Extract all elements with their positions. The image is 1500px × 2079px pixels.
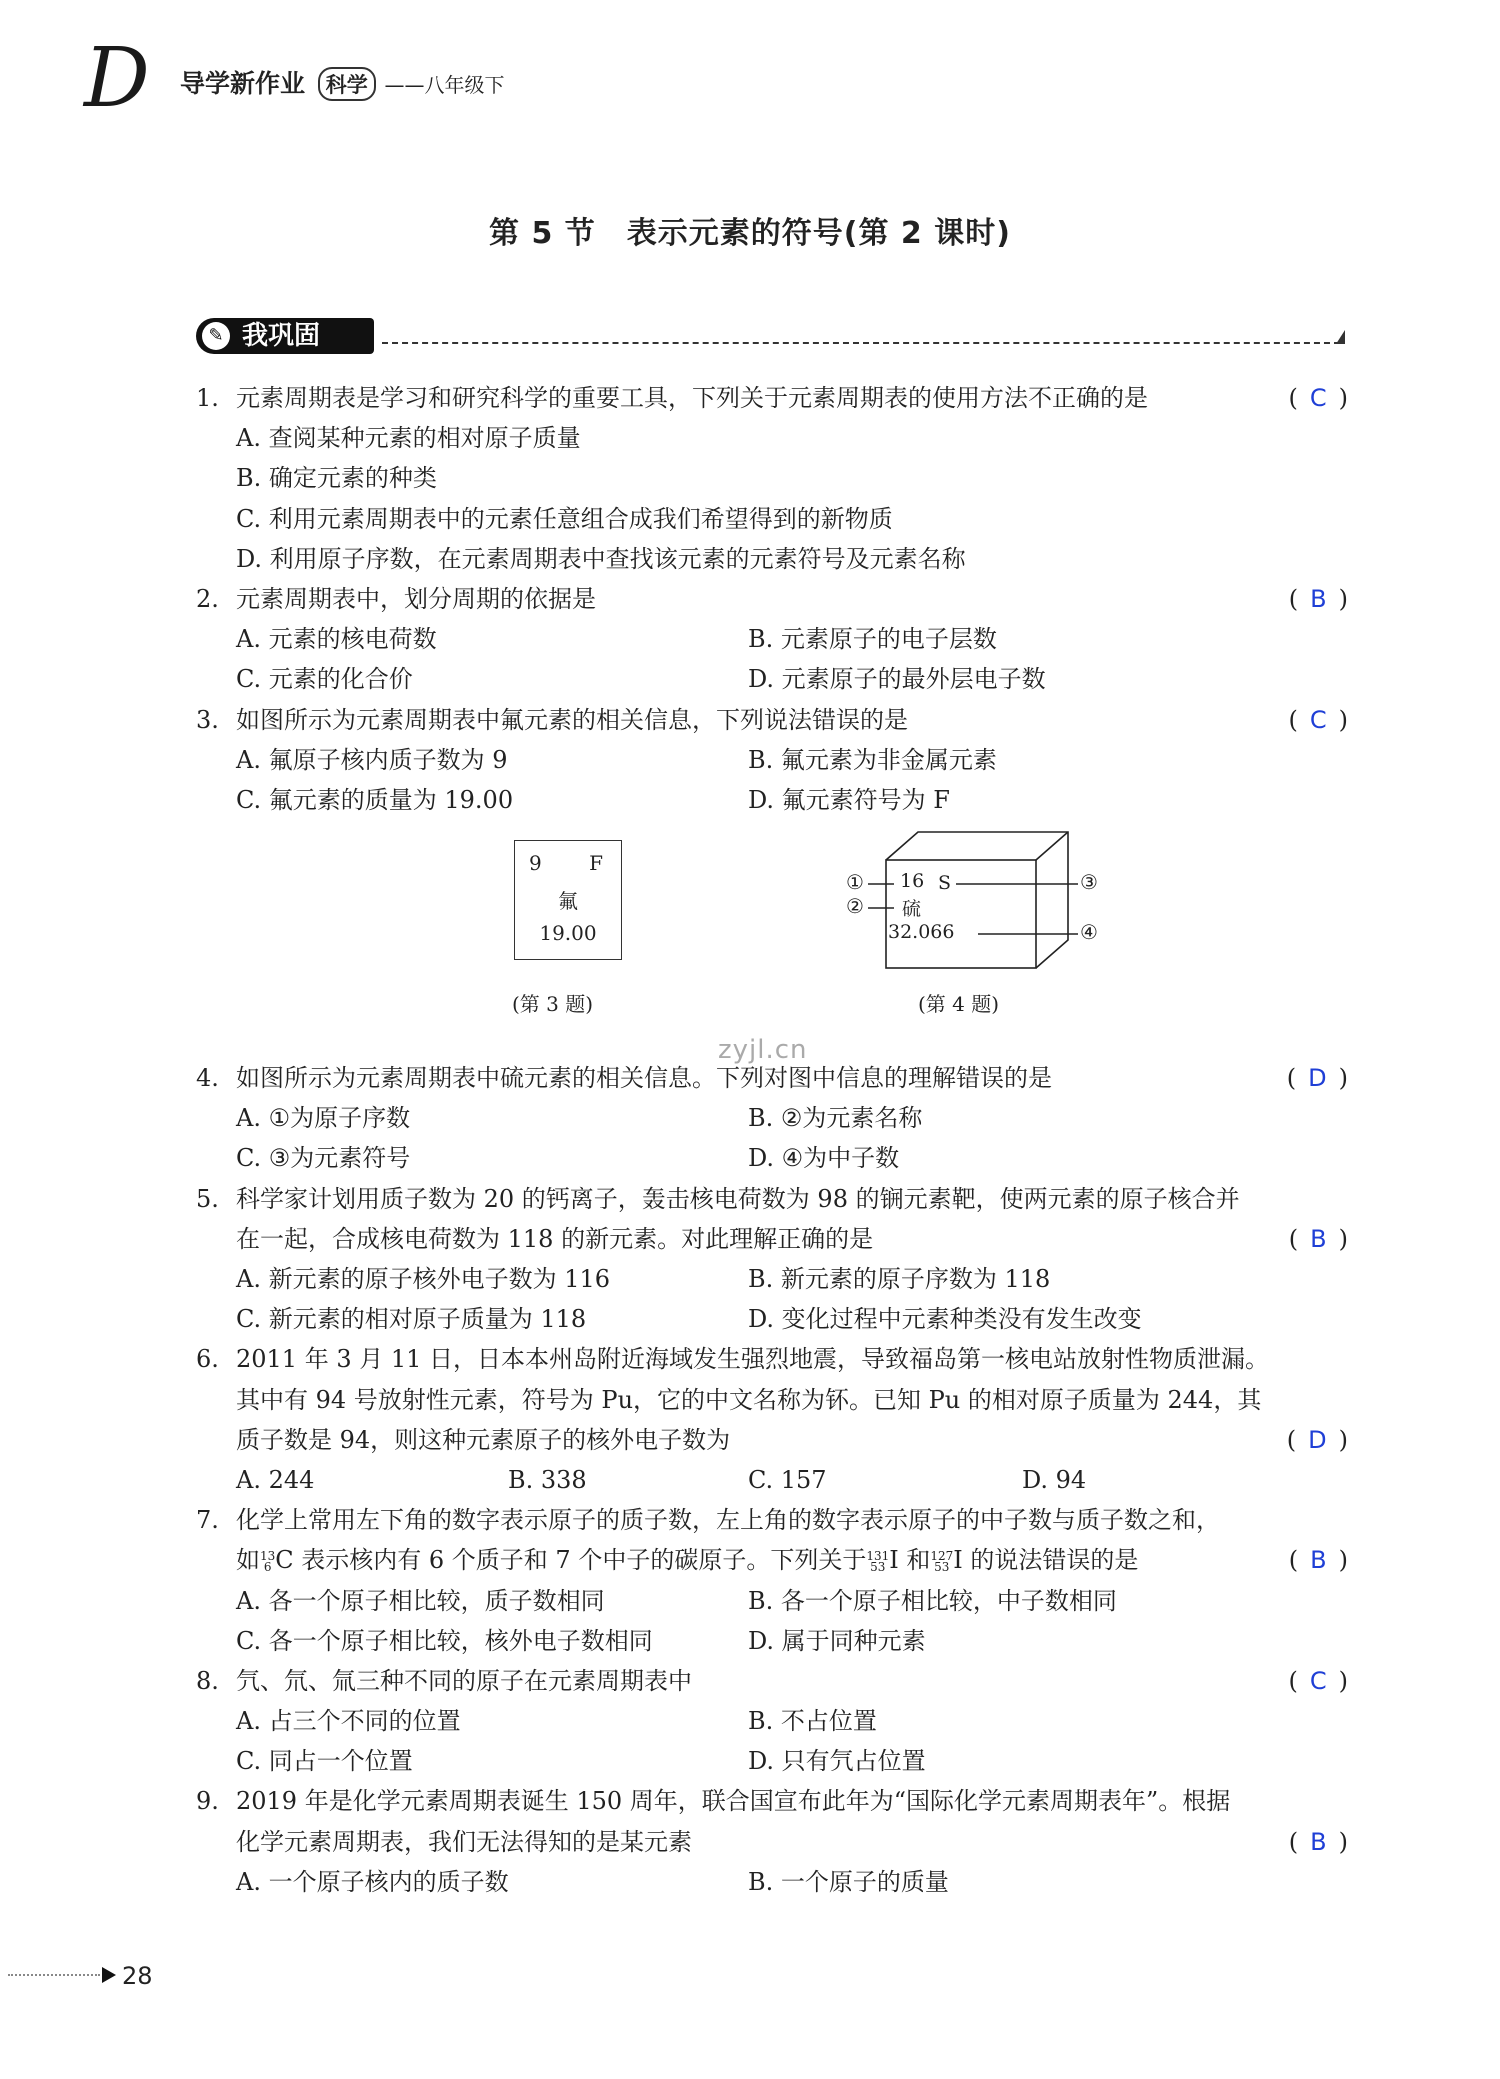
option: B. 氟元素为非金属元素 xyxy=(748,745,997,774)
answer-letter: B xyxy=(1310,1827,1327,1856)
mass-number: 127 xyxy=(930,1548,954,1563)
question-4 xyxy=(196,1058,1356,1098)
option: B. 新元素的原子序数为 118 xyxy=(748,1265,1051,1293)
page-title: 第 5 节 表示元素的符号(第 2 课时) xyxy=(489,216,1011,251)
question-7 xyxy=(196,1500,1356,1540)
section-badge xyxy=(196,318,374,354)
footer-dotted-line xyxy=(8,1974,100,1976)
answer-letter: B xyxy=(1310,1546,1327,1575)
answer-slot: ( B ) xyxy=(1288,1224,1348,1253)
atomic-mass: 19.00 xyxy=(539,921,597,946)
answer-letter: B xyxy=(1310,1224,1327,1253)
mass-number: 131 xyxy=(866,1548,890,1563)
question-number: 4. xyxy=(196,1064,219,1093)
question-number: 5. xyxy=(196,1184,219,1213)
cube-drawing xyxy=(844,830,1164,980)
option: B. 各一个原子相比较，中子数相同 xyxy=(748,1586,1117,1615)
element-symbol: S xyxy=(938,872,952,895)
marker-1: ① xyxy=(846,870,864,895)
question-stem: 如图所示为元素周期表中硫元素的相关信息。下列对图中信息的理解错误的是 xyxy=(236,1064,1052,1093)
question-1 xyxy=(196,378,1356,418)
page-footer xyxy=(8,1962,153,1992)
option: A. ①为原子序数 xyxy=(236,1104,411,1133)
pencil-icon: ✎ xyxy=(202,322,230,350)
option: B. 确定元素的种类 xyxy=(236,464,437,493)
option: A. 元素的核电荷数 xyxy=(236,625,437,654)
option: D. 属于同种元素 xyxy=(748,1626,926,1655)
option: A. 占三个不同的位置 xyxy=(236,1707,461,1736)
isotope-notation xyxy=(930,1548,954,1574)
option: A. 244 xyxy=(236,1465,315,1494)
option: A. 新元素的原子核外电子数为 116 xyxy=(236,1265,611,1293)
figure-4-caption: (第 4 题) xyxy=(918,992,1000,1017)
answer-letter: C xyxy=(1309,705,1327,734)
answer-slot: ( B ) xyxy=(1288,1827,1348,1856)
question-number: 8. xyxy=(196,1666,219,1695)
question-2 xyxy=(196,579,1356,619)
marker-2: ② xyxy=(846,894,864,919)
stem-text: 如 xyxy=(236,1546,260,1575)
option: A. 一个原子核内的质子数 xyxy=(236,1867,509,1896)
question-number: 3. xyxy=(196,705,219,734)
answer-letter: C xyxy=(1309,384,1327,412)
question-3 xyxy=(196,700,1356,740)
option: D. 氟元素符号为 F xyxy=(748,785,950,814)
option: C. 各一个原子相比较，核外电子数相同 xyxy=(236,1626,653,1655)
proton-number: 6 xyxy=(263,1559,272,1574)
marker-4: ④ xyxy=(1080,920,1098,945)
option: D. 元素原子的最外层电子数 xyxy=(748,665,1046,694)
question-stem: 其中有 94 号放射性元素，符号为 Pu，它的中文名称为钚。已知 Pu 的相对原子质量为 244，其 xyxy=(236,1385,1262,1414)
option: D. 94 xyxy=(1022,1465,1087,1494)
answer-slot: ( C ) xyxy=(1288,1666,1348,1695)
question-6 xyxy=(196,1339,1356,1379)
proton-number: 53 xyxy=(934,1559,950,1574)
atomic-number: 16 xyxy=(900,870,925,893)
fluorine-element-card xyxy=(514,840,622,960)
answer-slot: ( D ) xyxy=(1286,1064,1348,1093)
option: D. 变化过程中元素种类没有发生改变 xyxy=(748,1305,1142,1334)
answer-slot: ( C ) xyxy=(1288,705,1348,734)
question-8 xyxy=(196,1661,1356,1701)
marker-3: ③ xyxy=(1080,870,1098,895)
question-stem: 2019 年是化学元素周期表诞生 150 周年，联合国宣布此年为“国际化学元素周期表年”。根据 xyxy=(236,1787,1231,1816)
answer-slot: ( B ) xyxy=(1288,584,1348,613)
question-number: 2. xyxy=(196,584,219,613)
stem-text: I 的说法错误的是 xyxy=(953,1546,1139,1575)
logo-letter: D xyxy=(84,31,150,126)
answer-letter: D xyxy=(1308,1425,1327,1454)
option: C. 157 xyxy=(748,1465,827,1494)
element-name: 氟 xyxy=(558,889,578,914)
divider-end-mark xyxy=(1336,330,1345,344)
question-number: 9. xyxy=(196,1787,219,1816)
question-9 xyxy=(196,1781,1356,1821)
question-number: 1. xyxy=(196,384,219,412)
option: B. 不占位置 xyxy=(748,1707,877,1736)
question-list xyxy=(196,378,1356,1902)
answer-slot: ( C ) xyxy=(1288,384,1348,412)
option: A. 氟原子核内质子数为 9 xyxy=(236,745,508,774)
section-header xyxy=(196,318,1346,358)
isotope-notation xyxy=(866,1548,890,1574)
option: D. 只有氕占位置 xyxy=(748,1747,926,1776)
option: C. 利用元素周期表中的元素任意组合成我们希望得到的新物质 xyxy=(236,504,893,533)
question-stem: 化学元素周期表，我们无法得知的是某元素 xyxy=(236,1827,692,1856)
proton-number: 53 xyxy=(870,1559,886,1574)
mass-number: 13 xyxy=(260,1548,276,1563)
atomic-number: 9 xyxy=(529,851,542,876)
page-number: 28 xyxy=(122,1962,153,1990)
figure-3-caption: (第 3 题) xyxy=(512,992,594,1017)
option: C. 新元素的相对原子质量为 118 xyxy=(236,1305,587,1334)
question-number: 7. xyxy=(196,1506,219,1535)
section-label: 我巩固 xyxy=(242,321,321,351)
option: A. 查阅某种元素的相对原子质量 xyxy=(236,424,581,453)
sulfur-element-cube xyxy=(844,830,1164,980)
stem-text: C 表示核内有 6 个质子和 7 个中子的碳原子。下列关于 xyxy=(275,1546,867,1575)
arrow-right-icon xyxy=(102,1967,116,1983)
isotope-notation xyxy=(260,1548,276,1574)
question-stem: 如图所示为元素周期表中氟元素的相关信息，下列说法错误的是 xyxy=(236,705,908,734)
figure-row xyxy=(196,820,1356,1058)
section-divider xyxy=(382,342,1340,344)
question-stem: 化学上常用左下角的数字表示原子的质子数，左上角的数字表示原子的中子数与质子数之和， xyxy=(236,1506,1220,1535)
watermark: zyjl.cn xyxy=(718,1035,808,1065)
element-name: 硫 xyxy=(902,898,922,921)
answer-letter: B xyxy=(1310,584,1327,613)
option: D. ④为中子数 xyxy=(748,1144,900,1173)
question-stem: 在一起，合成核电荷数为 118 的新元素。对此理解正确的是 xyxy=(236,1224,874,1253)
question-stem: 氕、氘、氚三种不同的原子在元素周期表中 xyxy=(236,1666,692,1695)
answer-slot: ( D ) xyxy=(1286,1425,1348,1454)
question-stem: 元素周期表中，划分周期的依据是 xyxy=(236,584,596,613)
option: D. 利用原子序数，在元素周期表中查找该元素的元素符号及元素名称 xyxy=(236,544,966,573)
page-header xyxy=(84,31,584,126)
answer-letter: C xyxy=(1309,1666,1327,1695)
question-stem xyxy=(236,1540,1138,1580)
grade-label: ——八年级下 xyxy=(384,73,505,97)
option: B. 338 xyxy=(508,1465,587,1494)
option: B. 元素原子的电子层数 xyxy=(748,625,997,654)
option: C. ③为元素符号 xyxy=(236,1144,411,1173)
atomic-mass: 32.066 xyxy=(888,921,955,944)
option: B. 一个原子的质量 xyxy=(748,1867,949,1896)
question-stem: 质子数是 94，则这种元素原子的核外电子数为 xyxy=(236,1425,731,1454)
option: A. 各一个原子相比较，质子数相同 xyxy=(236,1586,605,1615)
option: B. ②为元素名称 xyxy=(748,1104,923,1133)
option: C. 氟元素的质量为 19.00 xyxy=(236,785,514,814)
series-title xyxy=(180,64,504,101)
subject-badge: 科学 xyxy=(318,67,376,101)
stem-text: I 和 xyxy=(889,1546,931,1575)
option: C. 同占一个位置 xyxy=(236,1747,413,1776)
question-number: 6. xyxy=(196,1345,219,1374)
answer-slot: ( B ) xyxy=(1288,1546,1348,1575)
question-stem: 2011 年 3 月 11 日，日本本州岛附近海域发生强烈地震，导致福岛第一核电站放射性物质泄漏。 xyxy=(236,1345,1270,1374)
series-name: 导学新作业 xyxy=(180,69,306,98)
option: C. 元素的化合价 xyxy=(236,665,413,694)
question-stem: 元素周期表是学习和研究科学的重要工具，下列关于元素周期表的使用方法不正确的是 xyxy=(236,384,1148,412)
question-5 xyxy=(196,1179,1356,1219)
element-symbol: F xyxy=(589,851,603,876)
question-stem: 科学家计划用质子数为 20 的钙离子，轰击核电荷数为 98 的锎元素靶，使两元素的原子核合并 xyxy=(236,1184,1240,1213)
answer-letter: D xyxy=(1308,1064,1327,1093)
